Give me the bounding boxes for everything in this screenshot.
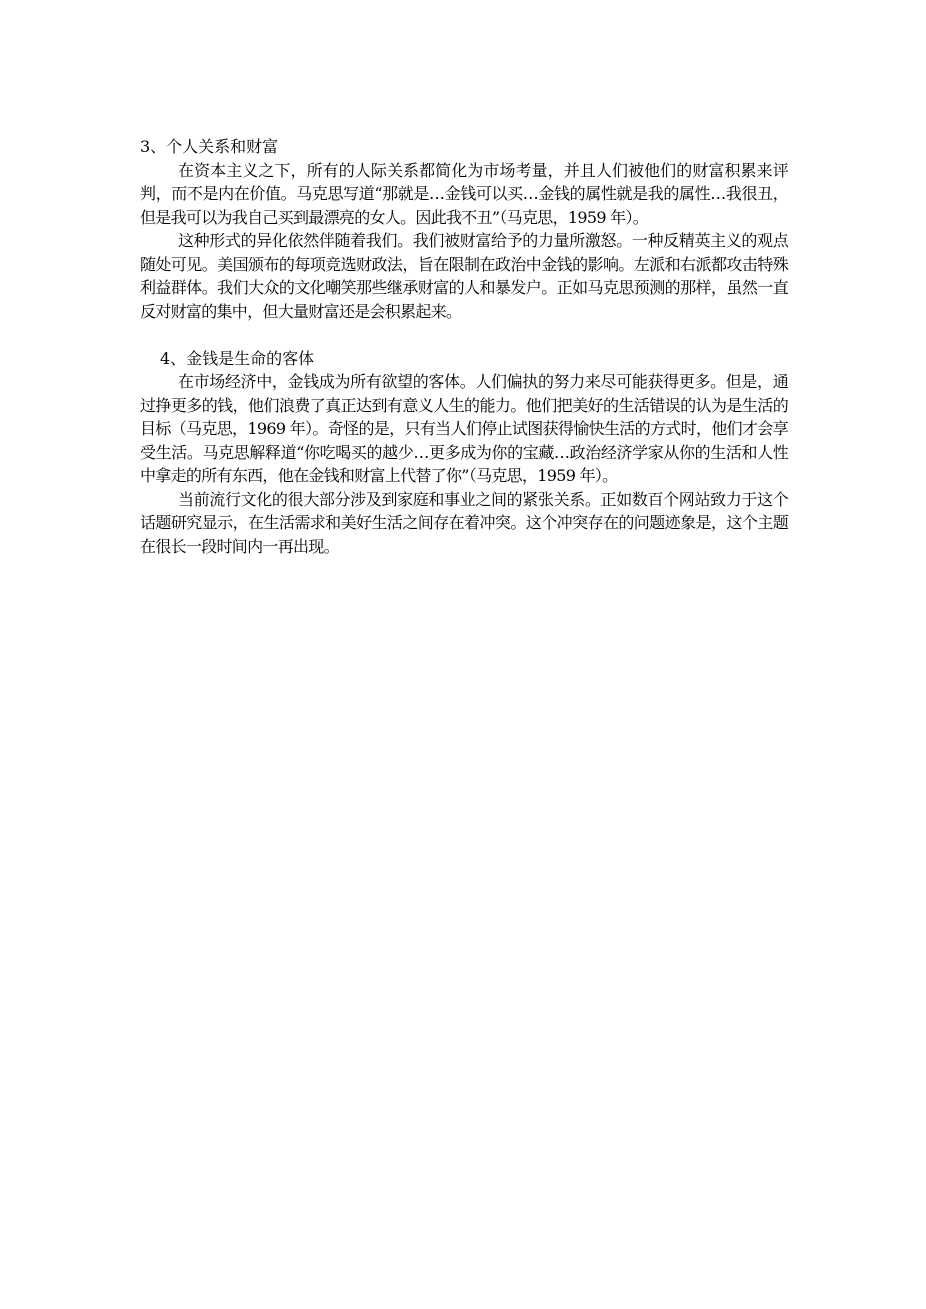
paragraph: 这种形式的异化依然伴随着我们。我们被财富给予的力量所激怒。一种反精英主义的观点随处可见。美国颁布的每项竞选财政法，旨在限制在政治中金钱的影响。左派和右派都攻击特殊利益群体。我们大众的文化嘲笑那些继承财富的人和暴发户。正如马克思预测的那样，虽然一直反对财富的集中，但大量财富还是会积累起来。 [140,231,788,321]
section-heading: 3、个人关系和财富 [140,137,279,156]
paragraph: 当前流行文化的很大部分涉及到家庭和事业之间的紧张关系。正如数百个网站致力于这个话题研究显示，在生活需求和美好生活之间存在着冲突。这个冲突存在的问题迹象是，这个主题在很长一段时间内一再出现。 [140,489,788,556]
document-body [140,135,788,558]
blank-line [140,323,788,347]
section-heading: 4、金钱是生命的客体 [160,348,315,368]
paragraph: 在市场经济中，金钱成为所有欲望的客体。人们偏执的努力来尽可能获得更多。但是，通过挣更多的钱，他们浪费了真正达到有意义人生的能力。他们把美好的生活错误的认为是生活的目标（马克思，1969 年）。奇怪的是，只有当人们停止试图获得愉快生活的方式时，他们才会享受生活。马克思解释道“你吃喝买的越少…更多成为你的宝藏…政治经济学家从你的生活和人性中拿走的所有东西，他在金钱和财富上代替了你”（马克思，1959 年）。 [140,372,788,485]
paragraph: 在资本主义之下，所有的人际关系都简化为市场考量，并且人们被他们的财富积累来评判，而不是内在价值。马克思写道“那就是…金钱可以买…金钱的属性就是我的属性…我很丑，但是我可以为我自己买到最漂亮的女人。因此我不丑”（马克思，1959 年）。 [140,160,788,227]
